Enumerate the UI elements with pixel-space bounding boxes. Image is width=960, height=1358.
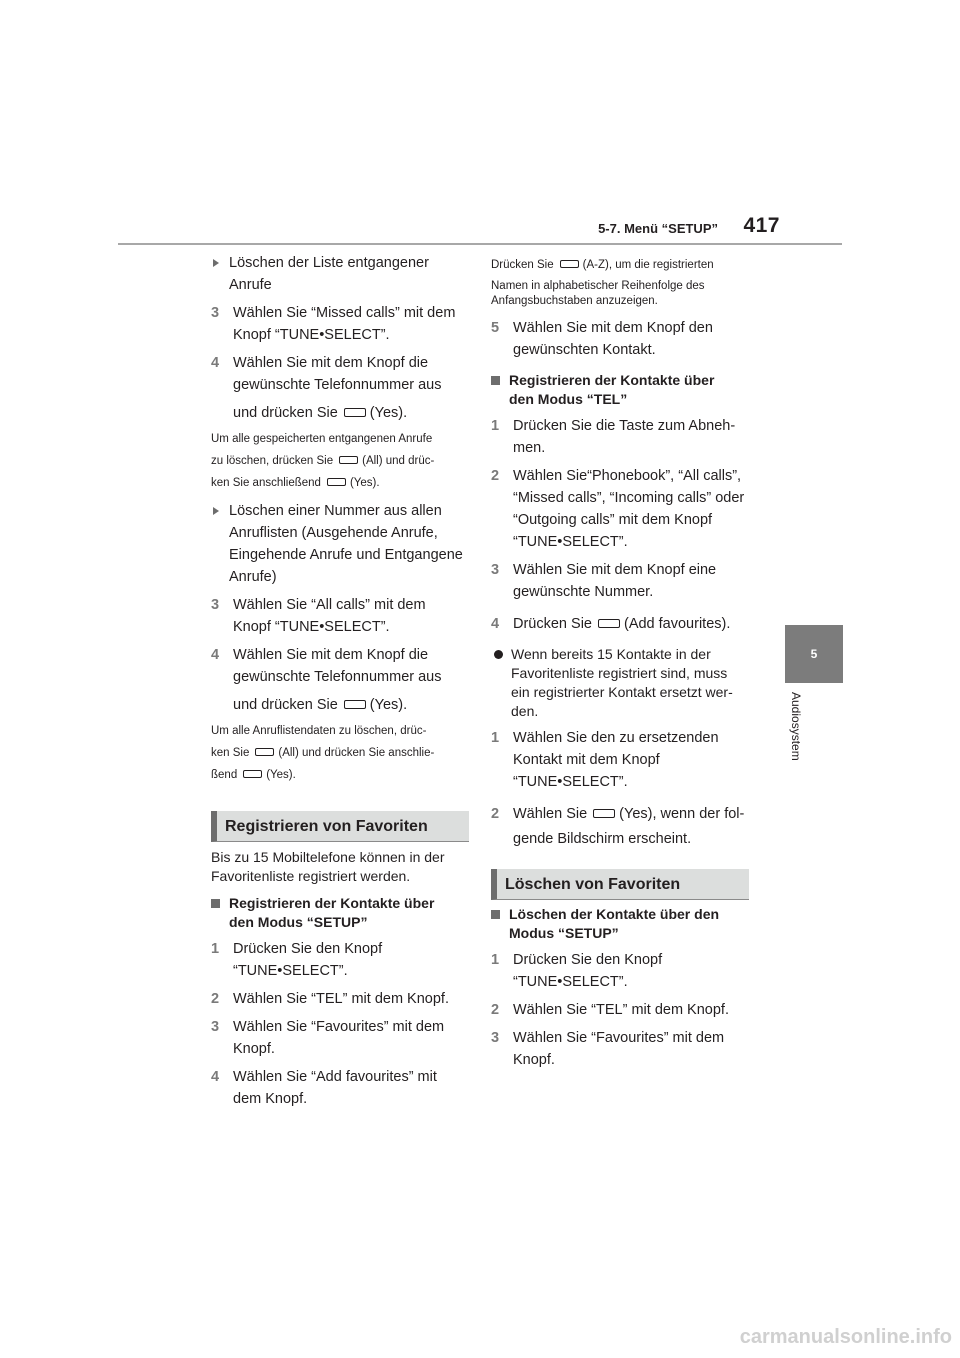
- step-item: 3 Wählen Sie “Favourites” mit dem Knopf.: [211, 1016, 473, 1060]
- step-number: 3: [211, 1019, 220, 1035]
- note-block: Um alle Anruflistendaten zu löschen, drüc- ken Sie (All) und drücken Sie anschlie- ßend (Yes).: [211, 725, 435, 781]
- screen-button-icon: [255, 748, 274, 756]
- step-number: 1: [491, 730, 500, 746]
- left-column: [211, 252, 473, 786]
- step-item: 5 Wählen Sie mit dem Knopf den gewünschten Kontakt.: [491, 317, 753, 361]
- screen-button-icon: [243, 770, 262, 778]
- subheading-register-setup: Registrieren der Kontakte über den Modus “SETUP”: [211, 894, 473, 932]
- screen-button-icon: [344, 408, 366, 417]
- subheading-delete-setup: Löschen der Kontakte über den Modus “SETUP”: [491, 905, 753, 943]
- step-number: 1: [491, 952, 500, 968]
- subheading-missed-calls: Löschen der Liste entgangener Anrufe: [211, 252, 473, 296]
- step-item: 3 Wählen Sie “Favourites” mit dem Knopf.: [491, 1027, 753, 1071]
- step-item: 4 Wählen Sie mit dem Knopf die gewünschte Telefonnummer aus und drücken Sie (Yes).: [211, 352, 473, 424]
- step-item: 2 Wählen Sie“Phonebook”, “All calls”, “Missed calls”, “Incoming calls” oder “Outgoing calls” mit dem Knopf “TUNE•SELECT”.: [491, 465, 753, 553]
- step-number: 3: [211, 597, 220, 613]
- screen-button-icon: [327, 478, 346, 486]
- bullet-item: Wenn bereits 15 Kontakte in der Favoritenliste registriert sind, muss ein registrierter Kontakt ersetzt wer- den.: [491, 645, 753, 721]
- screen-button-icon: [339, 456, 358, 464]
- step-item: 3 Wählen Sie “All calls” mit dem Knopf “TUNE•SELECT”.: [211, 594, 473, 638]
- step-number: 3: [491, 1030, 500, 1046]
- page-number: 417: [743, 214, 780, 237]
- step-number: 4: [211, 647, 220, 663]
- chapter-label: Audiosystem: [789, 692, 803, 761]
- step-number: 2: [491, 1002, 500, 1018]
- step-item: 1 Wählen Sie den zu ersetzenden Kontakt mit dem Knopf “TUNE•SELECT”.: [491, 727, 753, 793]
- step-number: 4: [491, 616, 500, 632]
- right-column: Drücken Sie (A-Z), um die registrierten Namen in alphabetischer Reihenfolge des Anfangsbuchstaben anzuzeigen. 5 Wählen Sie mit dem Knopf den gewünschten Kontakt. Registrieren der Kontakte über den Modus “TEL” 1 Drücken Sie die Taste zum Abneh- men. 2 Wählen Sie“Phonebook”, “All calls”, “Missed calls”, “Incoming calls” oder “Outgoing calls” mit dem Knopf “TUNE•SELECT”. 3 Wählen Sie mit dem Knopf eine gewünschte Nummer. 4 Drücken Sie (Add favourites). Wenn bereits 15 Kontakte in der Favoritenliste registriert sind, muss ein registrierter Kontakt ersetzt wer- den. 1 Wählen Sie den zu ersetzenden Kontakt mit dem Knopf “TUNE•SELECT”. 2 Wählen Sie (Yes), wenn der fol- gende Bildschirm erscheint.: [491, 258, 753, 850]
- step-number: 3: [491, 562, 500, 578]
- step-number: 1: [211, 941, 220, 957]
- right-column-lower: [491, 905, 753, 1071]
- step-item: 1 Drücken Sie den Knopf “TUNE•SELECT”.: [491, 949, 753, 993]
- step-number: 4: [211, 1069, 220, 1085]
- section-heading-delete-favorites: Löschen von Favoriten: [491, 869, 749, 900]
- step-number: 2: [491, 806, 500, 822]
- step-item: 2 Wählen Sie “TEL” mit dem Knopf.: [211, 988, 473, 1010]
- chapter-number: 5: [810, 647, 818, 661]
- step-item: 1 Drücken Sie die Taste zum Abneh- men.: [491, 415, 753, 459]
- screen-button-icon: [593, 809, 615, 818]
- step-item: 4 Drücken Sie (Add favourites).: [491, 613, 753, 635]
- step-number: 2: [211, 991, 220, 1007]
- chapter-tab: [785, 625, 843, 683]
- subheading-register-tel: Registrieren der Kontakte über den Modus “TEL”: [491, 371, 753, 409]
- step-number: 3: [211, 305, 220, 321]
- section-heading-register-favorites: Registrieren von Favoriten: [211, 811, 469, 842]
- step-item: 4 Wählen Sie mit dem Knopf die gewünschte Telefonnummer aus und drücken Sie (Yes).: [211, 644, 473, 716]
- step-number: 1: [491, 418, 500, 434]
- step-item: 2 Wählen Sie (Yes), wenn der fol- gende Bildschirm erscheint.: [491, 803, 753, 850]
- step-item: 4 Wählen Sie “Add favourites” mit dem Knopf.: [211, 1066, 473, 1110]
- step-number: 2: [491, 468, 500, 484]
- step-number: 4: [211, 355, 220, 371]
- running-header-section: 5-7. Menü “SETUP”: [598, 221, 718, 236]
- header-divider: [118, 243, 842, 245]
- step-item: 3 Wählen Sie “Missed calls” mit dem Knopf “TUNE•SELECT”.: [211, 302, 473, 346]
- screen-button-icon: [344, 700, 366, 709]
- left-column-lower: Bis zu 15 Mobiltelefone können in der Favoritenliste registriert werden. Registrieren der Kontakte über den Modus “SETUP” 1 Drücken Sie den Knopf “TUNE•SELECT”. 2 Wählen Sie “TEL” mit dem Knopf. 3 Wählen Sie “Favourites” mit dem Knopf. 4 Wählen Sie “Add favourites” mit dem Knopf.: [211, 848, 473, 1110]
- step-number: 5: [491, 320, 500, 336]
- step-item: 1 Drücken Sie den Knopf “TUNE•SELECT”.: [211, 938, 473, 982]
- subheading-delete-number: Löschen einer Nummer aus allen Anruflisten (Ausgehende Anrufe, Eingehende Anrufe und Entgangene Anrufe): [211, 500, 473, 588]
- step-item: 2 Wählen Sie “TEL” mit dem Knopf.: [491, 999, 753, 1021]
- watermark: carmanualsonline.info: [739, 1326, 952, 1348]
- step-item: 3 Wählen Sie mit dem Knopf eine gewünschte Nummer.: [491, 559, 753, 603]
- note-block: Um alle gespeicherten entgangenen Anrufe zu löschen, drücken Sie (All) und drüc- ken Sie anschließend (Yes).: [211, 433, 435, 489]
- screen-button-icon: [560, 260, 579, 268]
- screen-button-icon: [598, 619, 620, 628]
